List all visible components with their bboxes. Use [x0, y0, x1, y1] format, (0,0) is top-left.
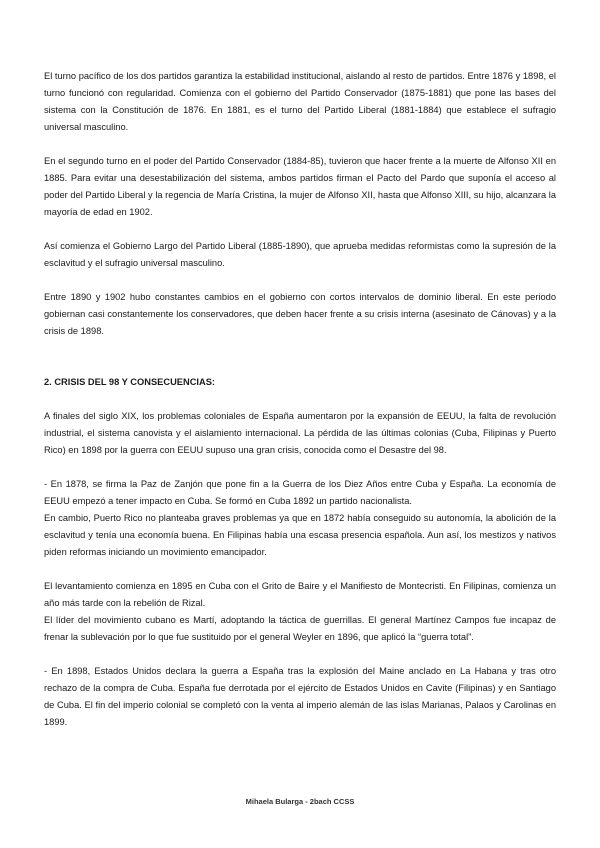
paragraph-gap	[44, 272, 556, 289]
paragraph-gobierno-largo: Así comienza el Gobierno Largo del Partido Liberal (1885-1890), que aprueba medidas reformistas como la supresión de la esclavitud y el sufragio universal masculino.	[44, 241, 556, 268]
paragraph-gap	[44, 136, 556, 153]
paragraph-gap	[44, 221, 556, 238]
page-footer: Mihaela Bularga - 2bach CCSS	[245, 797, 355, 806]
paragraph-gap	[44, 646, 556, 663]
paragraph-gap	[44, 459, 556, 476]
paragraph-puerto-rico: En cambio, Puerto Rico no planteaba graves problemas ya que en 1872 había conseguido su autonomía, la abolición de la esclavitud y tenía una economía buena. En Filipinas había una escasa presencia española. Aun así, los mestizos y nativos piden reformas iniciando un movimiento emancipador.	[44, 513, 556, 557]
paragraph-finales-siglo: A finales del siglo XIX, los problemas coloniales de España aumentaron por la expansión de EEUU, la falta de revolución industrial, el sistema canovista y el aislamiento internacional. La pérdida de las últimas colonias (Cuba, Filipinas y Puerto Rico) en 1898 por la guerra con EEUU supuso una gran crisis, conocida como el Desastre del 98.	[44, 411, 556, 455]
paragraph-levantamiento: El levantamiento comienza en 1895 en Cuba con el Grito de Baire y el Manifiesto de Montecristi. En Filipinas, comienza un año más tarde con la rebelión de Rizal.	[44, 581, 556, 608]
document-body	[44, 68, 556, 731]
paragraph-guerra-1898: - En 1898, Estados Unidos declara la guerra a España tras la explosión del Maine anclado en La Habana y tras otro rechazo de la compra de Cuba. España fue derrotada por el ejército de Estados Unidos en Cavite (Filipinas) y en Santiago de Cuba. El fin del imperio colonial se completó con la venta al imperio alemán de las islas Marianas, Palaos y Carolinas en 1899.	[44, 666, 556, 727]
paragraph-gap	[44, 391, 556, 408]
paragraph-turno-pacifico: El turno pacífico de los dos partidos garantiza la estabilidad institucional, aislando al resto de partidos. Entre 1876 y 1898, el turno funcionó con regularidad. Comienza con el gobierno del Partido Conservador (1875-1881) que pone las bases del sistema con la Constitución de 1876. En 1881, es el turno del Partido Liberal (1881-1884) que establece el sufragio universal masculino.	[44, 71, 556, 132]
paragraph-marti: El líder del movimiento cubano es Martí, adoptando la táctica de guerrillas. El general Martínez Campos fue incapaz de frenar la sublevación por lo que fue sustituido por el general Weyler en 1896, que aplicó la “guerra total”.	[44, 615, 556, 642]
paragraph-paz-zanjon: - En 1878, se firma la Paz de Zanjón que pone fin a la Guerra de los Diez Años entre Cuba y España. La economía de EEUU empezó a tener impacto en Cuba. Se formó en Cuba 1892 un partido nacionalista.	[44, 479, 556, 506]
section-heading: 2. CRISIS DEL 98 Y CONSECUENCIAS:	[44, 377, 216, 387]
paragraph-segundo-turno: En el segundo turno en el poder del Partido Conservador (1884-85), tuvieron que hacer frente a la muerte de Alfonso XII en 1885. Para evitar una desestabilización del sistema, ambos partidos firman el Pacto del Pardo que suponía el acceso al poder del Partido Liberal y la regencia de María Cristina, la mujer de Alfonso XII, hasta que Alfonso XIII, su hijo, alcanzara la mayoría de edad en 1902.	[44, 156, 556, 217]
section-gap	[44, 340, 556, 374]
paragraph-1890-1902: Entre 1890 y 1902 hubo constantes cambios en el gobierno con cortos intervalos de dominio liberal. En este periodo gobiernan casi constantemente los conservadores, que deben hacer frente a su crisis interna (asesinato de Cánovas) y a la crisis de 1898.	[44, 292, 556, 336]
paragraph-gap	[44, 561, 556, 578]
